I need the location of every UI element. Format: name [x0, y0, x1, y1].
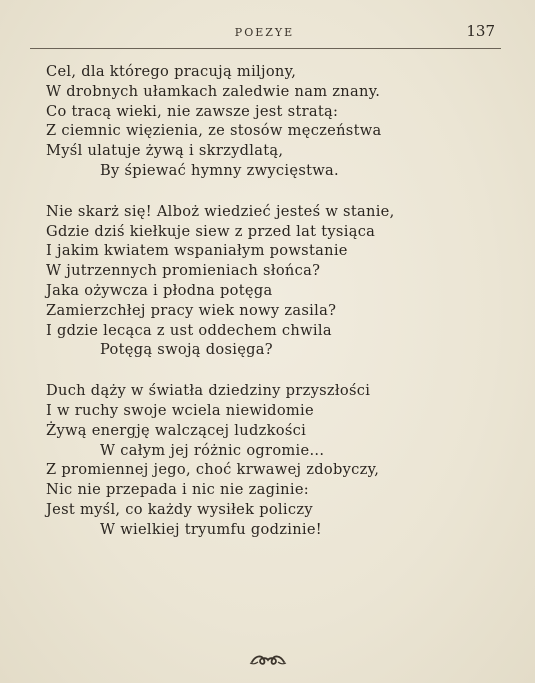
stanza: [46, 62, 506, 181]
poem-line: W drobnych ułamkach zaledwie nam znany.: [46, 82, 381, 100]
poem-line: W całym jej różnic ogromie...: [100, 441, 325, 459]
poem-line: Gdzie dziś kiełkuje siew z przed lat tysiąca: [46, 222, 376, 240]
running-head: POEZYE: [234, 26, 295, 39]
poem-line: Jaka ożywcza i płodna potęga: [46, 281, 273, 299]
poem: [46, 62, 506, 561]
poem-line: Myśl ulatuje żywą i skrzydlatą,: [46, 142, 284, 160]
poem-line: Nic nie przepada i nic nie zaginie:: [46, 481, 310, 499]
poem-line: Z promiennej jego, choć krwawej zdobyczy,: [46, 461, 380, 479]
page-header: [30, 22, 499, 42]
poem-line: I w ruchy swoje wciela niewidomie: [46, 401, 314, 419]
poem-line: I jakim kwiatem wspaniałym powstanie: [46, 242, 348, 260]
poem-line: Z ciemnic więzienia, ze stosów męczeństwa: [46, 122, 382, 140]
header-rule: [30, 48, 501, 49]
poem-line: Nie skarż się! Alboż wiedzieć jesteś w stanie,: [46, 202, 395, 220]
poem-line: Żywą energję walczącej ludzkości: [46, 421, 307, 439]
poem-line: Co tracą wieki, nie zawsze jest stratą:: [46, 102, 339, 120]
ornament-flourish-svg: [248, 653, 288, 667]
page-number: 137: [466, 22, 495, 40]
stanza: [46, 202, 506, 360]
poem-line: Zamierzchłej pracy wiek nowy zasila?: [46, 301, 337, 319]
poem-line: Potęgą swoją dosięga?: [100, 341, 273, 359]
poem-line: Jest myśl, co każdy wysiłek policzy: [46, 500, 313, 518]
stanza: [46, 381, 506, 539]
poem-line: I gdzie lecąca z ust oddechem chwila: [46, 321, 332, 339]
poem-line: By śpiewać hymny zwycięstwa.: [100, 161, 339, 179]
poem-line: W jutrzennych promieniach słońca?: [46, 262, 321, 280]
poem-line: Cel, dla którego pracują miljony,: [46, 63, 297, 80]
poem-line: W wielkiej tryumfu godzinie!: [100, 520, 322, 538]
poem-line: Duch dąży w światła dziedziny przyszłości: [46, 382, 371, 400]
ornament-flourish-icon: [0, 652, 535, 671]
